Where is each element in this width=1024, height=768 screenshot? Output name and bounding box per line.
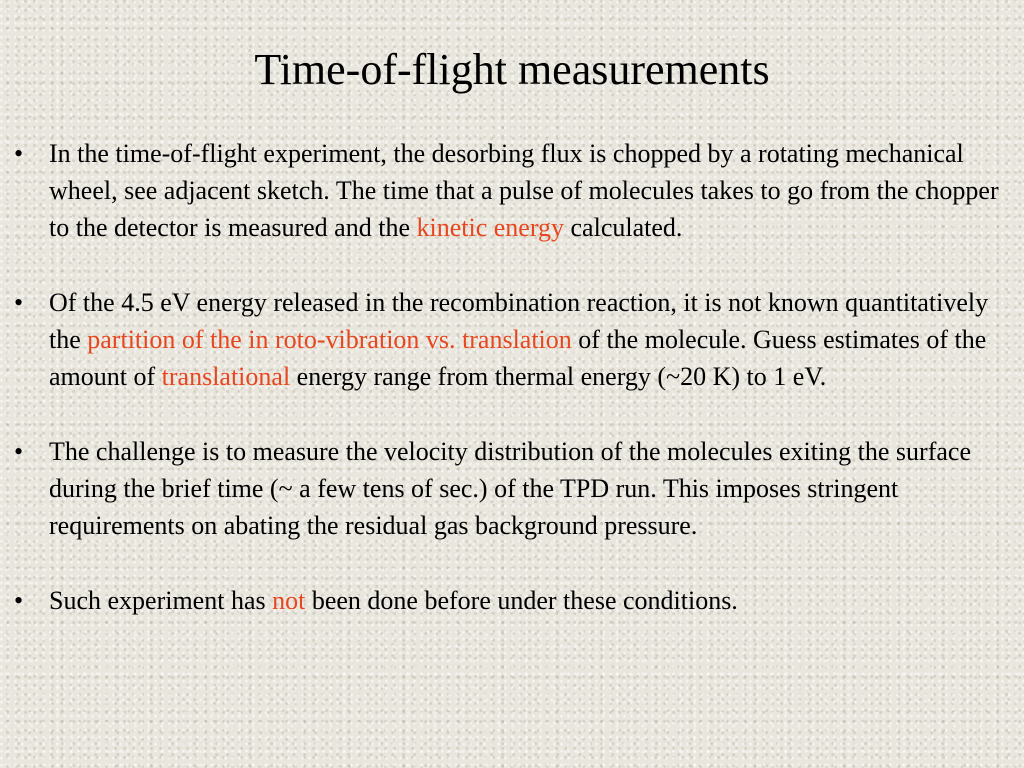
bullet-time-of-flight-experiment	[0, 135, 1024, 246]
bullet-energy-partition	[0, 284, 1024, 395]
bullet-icon: •	[14, 437, 24, 466]
highlight-translational: translational	[161, 362, 291, 391]
bullet-text: In the time-of-flight experiment, the desorbing flux is chopped by a rotating mechanical wheel, see adjacent sketch. The time that a pulse of molecules takes to go from the chopper to the detector is measured and the	[49, 139, 999, 242]
slide-title: Time-of-flight measurements	[254, 45, 770, 94]
highlight-partition: partition of the in roto-vibration vs. translation	[87, 325, 572, 354]
bullet-text: The challenge is to measure the velocity distribution of the molecules exiting the surface during the brief time (~ a few tens of sec.) of the TPD run. This imposes stringent requirements on abating the residual gas background pressure.	[49, 437, 971, 540]
bullet-text: of the molecule. Guess estimates of the amount of	[49, 325, 987, 391]
bullet-icon: •	[14, 288, 24, 317]
bullet-not-done-before	[0, 582, 1024, 619]
bullet-icon: •	[14, 139, 24, 168]
bullet-text: calculated.	[564, 213, 683, 242]
bullet-icon: •	[14, 586, 24, 615]
bullet-text: Of the 4.5 eV energy released in the recombination reaction, it is not known quantitatively the	[49, 288, 989, 354]
highlight-kinetic-energy: kinetic energy	[416, 213, 565, 242]
bullet-text: Such experiment has	[49, 586, 273, 615]
bullet-text: energy range from thermal energy (~20 K) to 1 eV.	[290, 362, 827, 391]
bullet-text: been done before under these conditions.	[305, 586, 738, 615]
highlight-not: not	[272, 586, 306, 615]
bullet-list	[0, 135, 1024, 657]
bullet-challenge	[0, 433, 1024, 544]
